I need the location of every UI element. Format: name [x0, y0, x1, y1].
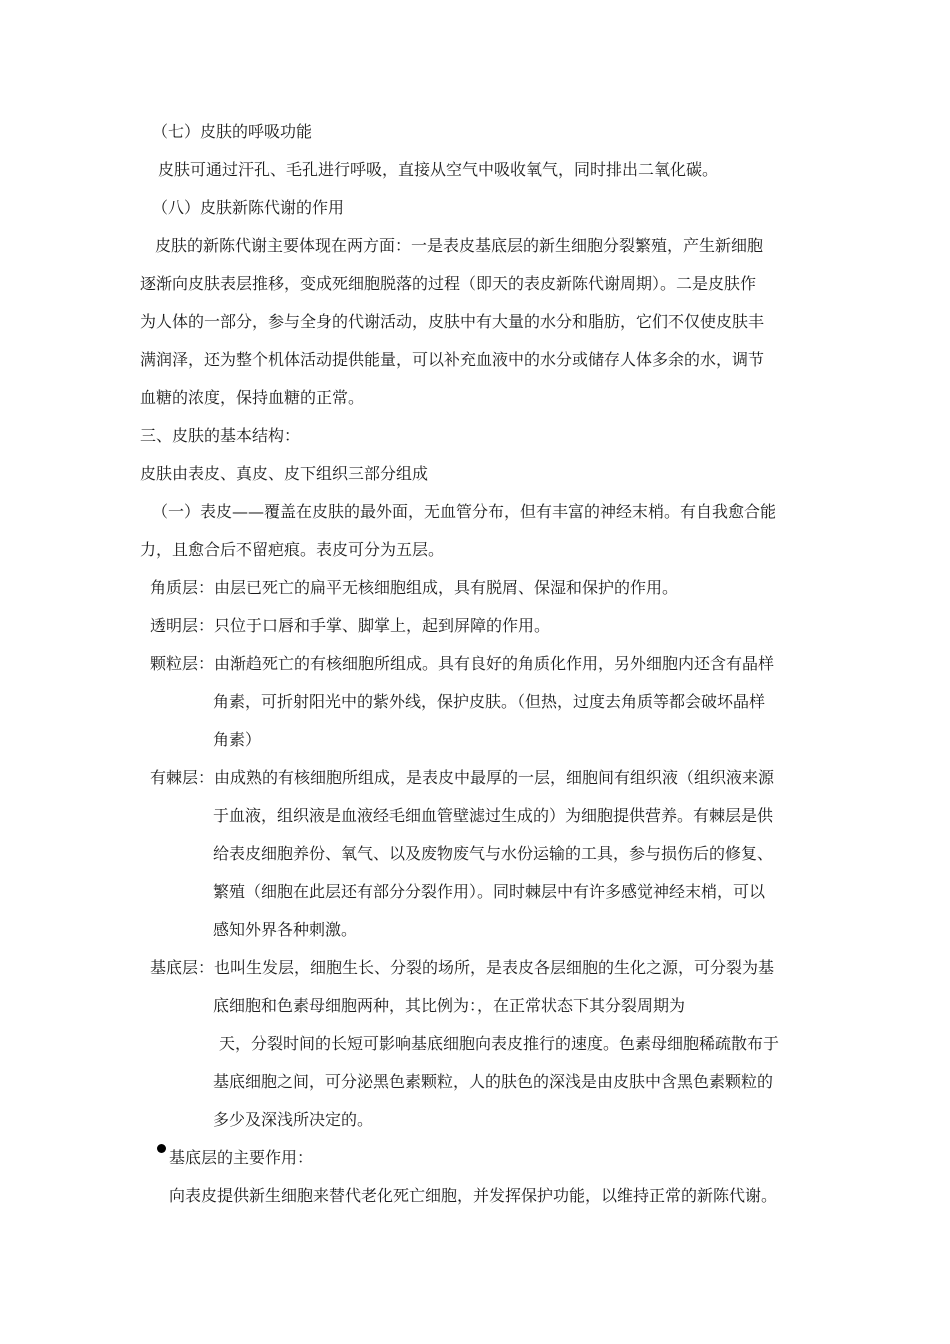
- stratum-spinosum-line-3: 给表皮细胞养份、氧气、以及废物废气与水份运输的工具，参与损伤后的修复、: [213, 844, 774, 863]
- stratum-spinosum-line-1: 有棘层：由成熟的有核细胞所组成，是表皮中最厚的一层，细胞间有组织液（组织液来源: [150, 768, 775, 787]
- section-7-text: 皮肤可通过汗孔、毛孔进行呼吸，直接从空气中吸收氧气，同时排出二氧化碳。: [158, 160, 719, 179]
- epidermis-line-2: 力，且愈合后不留疤痕。表皮可分为五层。: [140, 540, 445, 559]
- stratum-granulosum-line-3: 角素）: [213, 730, 262, 749]
- part-3-heading: 三、皮肤的基本结构：: [140, 426, 301, 445]
- section-8-line-4: 满润泽，还为整个机体活动提供能量，可以补充血液中的水分或储存人体多余的水，调节: [140, 350, 765, 369]
- basal-function-text: 向表皮提供新生细胞来替代老化死亡细胞，并发挥保护功能，以维持正常的新陈代谢。: [169, 1186, 778, 1205]
- stratum-spinosum-line-5: 感知外界各种刺激。: [213, 920, 358, 939]
- section-8-line-3: 为人体的一部分，参与全身的代谢活动，皮肤中有大量的水分和脂肪，它们不仅使皮肤丰: [140, 312, 765, 331]
- basal-function-heading: 基底层的主要作用：: [169, 1148, 314, 1167]
- stratum-basale-line-3: 天，分裂时间的长短可影响基底细胞向表皮推行的速度。色素母细胞稀疏散布于: [219, 1034, 780, 1053]
- stratum-basale-line-2: 底细胞和色素母细胞两种，其比例为：，在正常状态下其分裂周期为: [213, 996, 686, 1015]
- bullet-icon: [157, 1144, 166, 1153]
- stratum-corneum: 角质层：由层已死亡的扁平无核细胞组成，具有脱屑、保湿和保护的作用。: [150, 578, 679, 597]
- section-8-line-2: 逐渐向皮肤表层推移，变成死细胞脱落的过程（即天的表皮新陈代谢周期）。二是皮肤作: [140, 274, 757, 293]
- stratum-granulosum-line-1: 颗粒层：由渐趋死亡的有核细胞所组成。具有良好的角质化作用，另外细胞内还含有晶样: [150, 654, 775, 673]
- stratum-spinosum-line-2: 于血液，组织液是血液经毛细血管壁滤过生成的）为细胞提供营养。有棘层是供: [213, 806, 774, 825]
- stratum-spinosum-line-4: 繁殖（细胞在此层还有部分分裂作用）。同时棘层中有许多感觉神经末梢，可以: [213, 882, 766, 901]
- stratum-basale-line-4: 基底细胞之间，可分泌黑色素颗粒，人的肤色的深浅是由皮肤中含黑色素颗粒的: [213, 1072, 774, 1091]
- stratum-lucidum: 透明层：只位于口唇和手掌、脚掌上，起到屏障的作用。: [150, 616, 551, 635]
- stratum-basale-line-1: 基底层：也叫生发层，细胞生长、分裂的场所，是表皮各层细胞的生化之源，可分裂为基: [150, 958, 775, 977]
- section-8-line-1: 皮肤的新陈代谢主要体现在两方面：一是表皮基底层的新生细胞分裂繁殖，产生新细胞: [155, 236, 764, 255]
- section-8-line-5: 血糖的浓度，保持血糖的正常。: [140, 388, 365, 407]
- part-3-intro: 皮肤由表皮、真皮、皮下组织三部分组成: [140, 464, 429, 483]
- epidermis-line-1: （一）表皮——覆盖在皮肤的最外面，无血管分布，但有丰富的神经末梢。有自我愈合能: [152, 502, 777, 521]
- section-7-heading: （七）皮肤的呼吸功能: [152, 122, 313, 141]
- stratum-granulosum-line-2: 角素，可折射阳光中的紫外线，保护皮肤。（但热，过度去角质等都会破坏晶样: [213, 692, 766, 711]
- section-8-heading: （八）皮肤新陈代谢的作用: [152, 198, 345, 217]
- stratum-basale-line-5: 多少及深浅所决定的。: [213, 1110, 374, 1129]
